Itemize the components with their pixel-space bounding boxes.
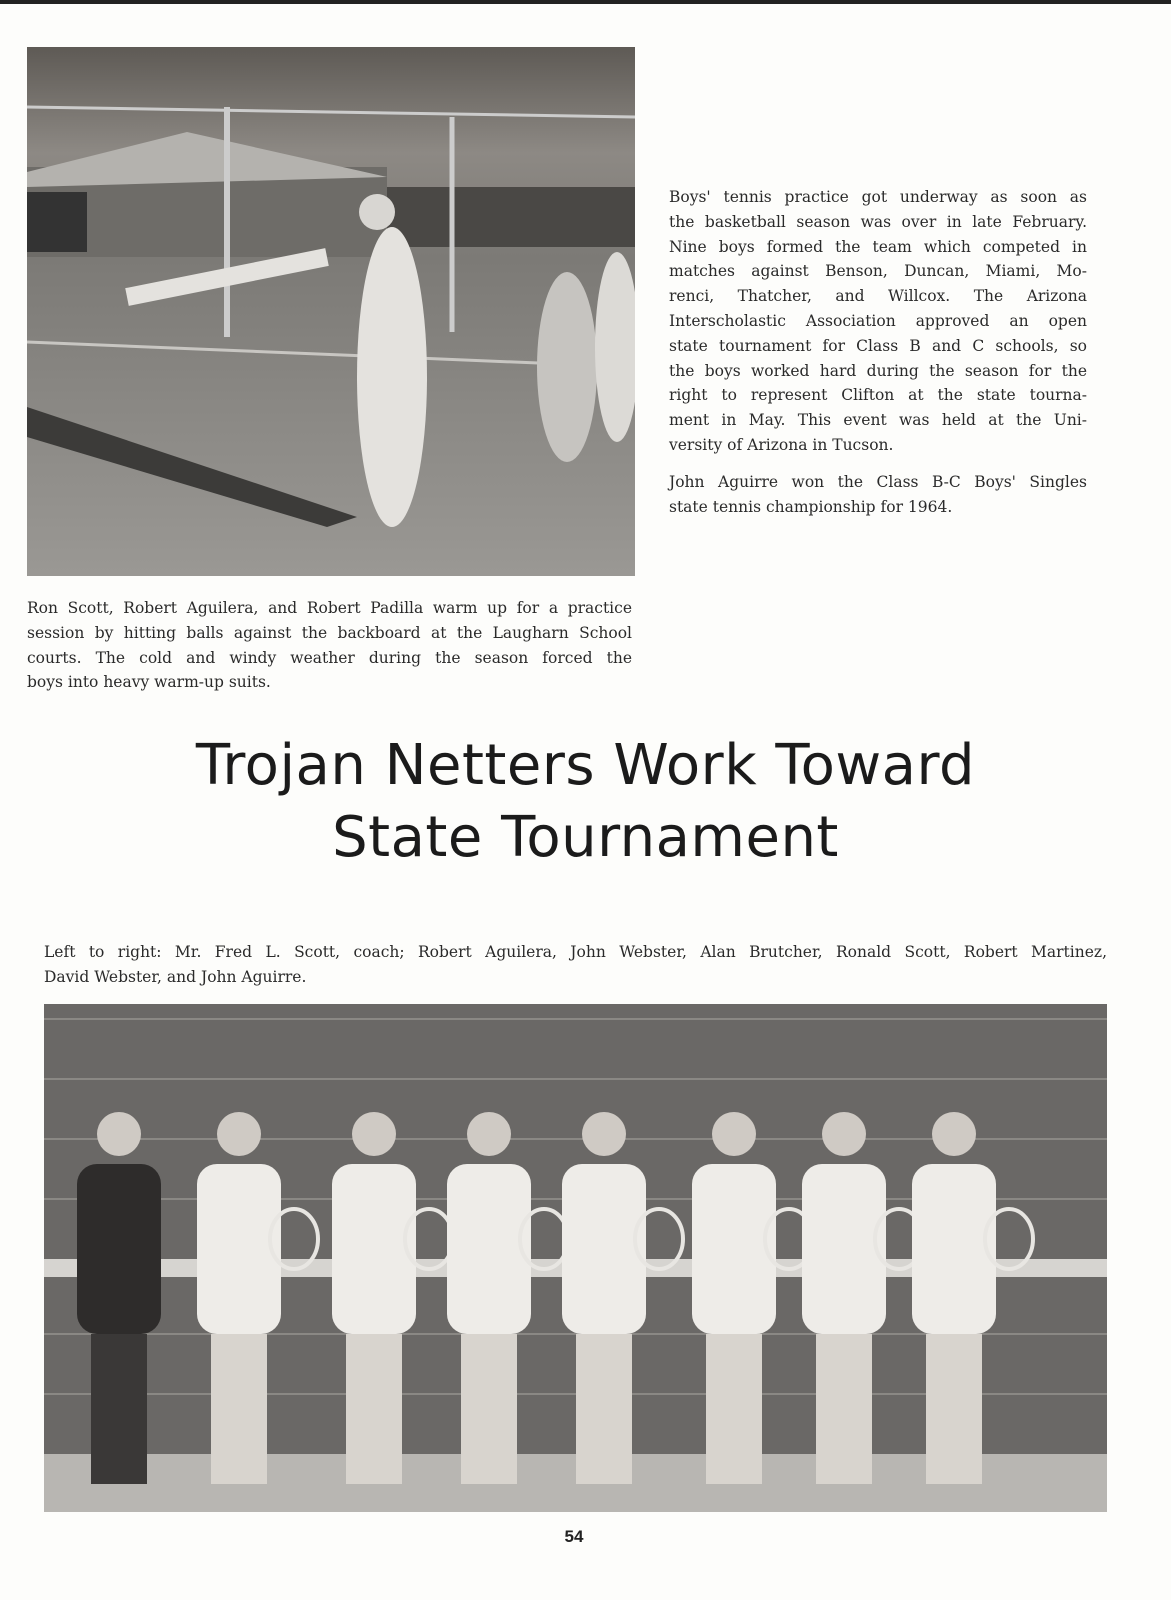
scan-edge xyxy=(0,0,1171,4)
text-line: state tennis championship for 1964. xyxy=(669,497,953,516)
text-line: state tournament for Class B and C schools, so xyxy=(669,336,1087,355)
practice-photo-caption xyxy=(27,596,632,695)
caption-line: boys into heavy warm-up suits. xyxy=(27,673,271,692)
title-line: Trojan Netters Work Toward xyxy=(195,733,976,798)
text-line: right to represent Clifton at the state tourna- xyxy=(669,386,1087,405)
caption-line: session by hitting balls against the backboard at the Laugharn School xyxy=(27,623,632,642)
team-photo xyxy=(44,1004,1107,1512)
text-line: Interscholastic Association approved an open xyxy=(669,311,1087,330)
text-line: ment in May. This event was held at the Uni- xyxy=(669,411,1087,430)
page-title xyxy=(0,730,1171,874)
text-line: Boys' tennis practice got underway as soon as xyxy=(669,188,1087,206)
text-line: Nine boys formed the team which competed in xyxy=(669,237,1087,256)
caption-line: David Webster, and John Aguirre. xyxy=(44,967,307,986)
practice-photo xyxy=(27,47,635,576)
text-line: renci, Thatcher, and Willcox. The Arizona xyxy=(669,287,1087,306)
team-photo-caption xyxy=(44,940,1107,990)
caption-line: Ron Scott, Robert Aguilera, and Robert Padilla warm up for a practice xyxy=(27,599,632,617)
caption-line: courts. The cold and windy weather during the season forced the xyxy=(27,648,632,667)
story-paragraph-2 xyxy=(669,470,1087,520)
text-line: the basketball season was over in late February. xyxy=(669,212,1087,231)
text-line: John Aguirre won the Class B-C Boys' Singles xyxy=(669,472,1087,491)
title-line: State Tournament xyxy=(332,805,839,870)
text-line: versity of Arizona in Tucson. xyxy=(669,435,894,454)
page-number: 54 xyxy=(564,1527,584,1546)
story-paragraph-1 xyxy=(669,185,1087,458)
text-line: the boys worked hard during the season for the xyxy=(669,361,1087,380)
story-text xyxy=(669,185,1087,519)
text-line: matches against Benson, Duncan, Miami, Mo- xyxy=(669,262,1087,281)
caption-line: Left to right: Mr. Fred L. Scott, coach; Robert Aguilera, John Webster, Alan Brutcher, Ronald Scott, Robert Martinez, xyxy=(44,943,1107,961)
